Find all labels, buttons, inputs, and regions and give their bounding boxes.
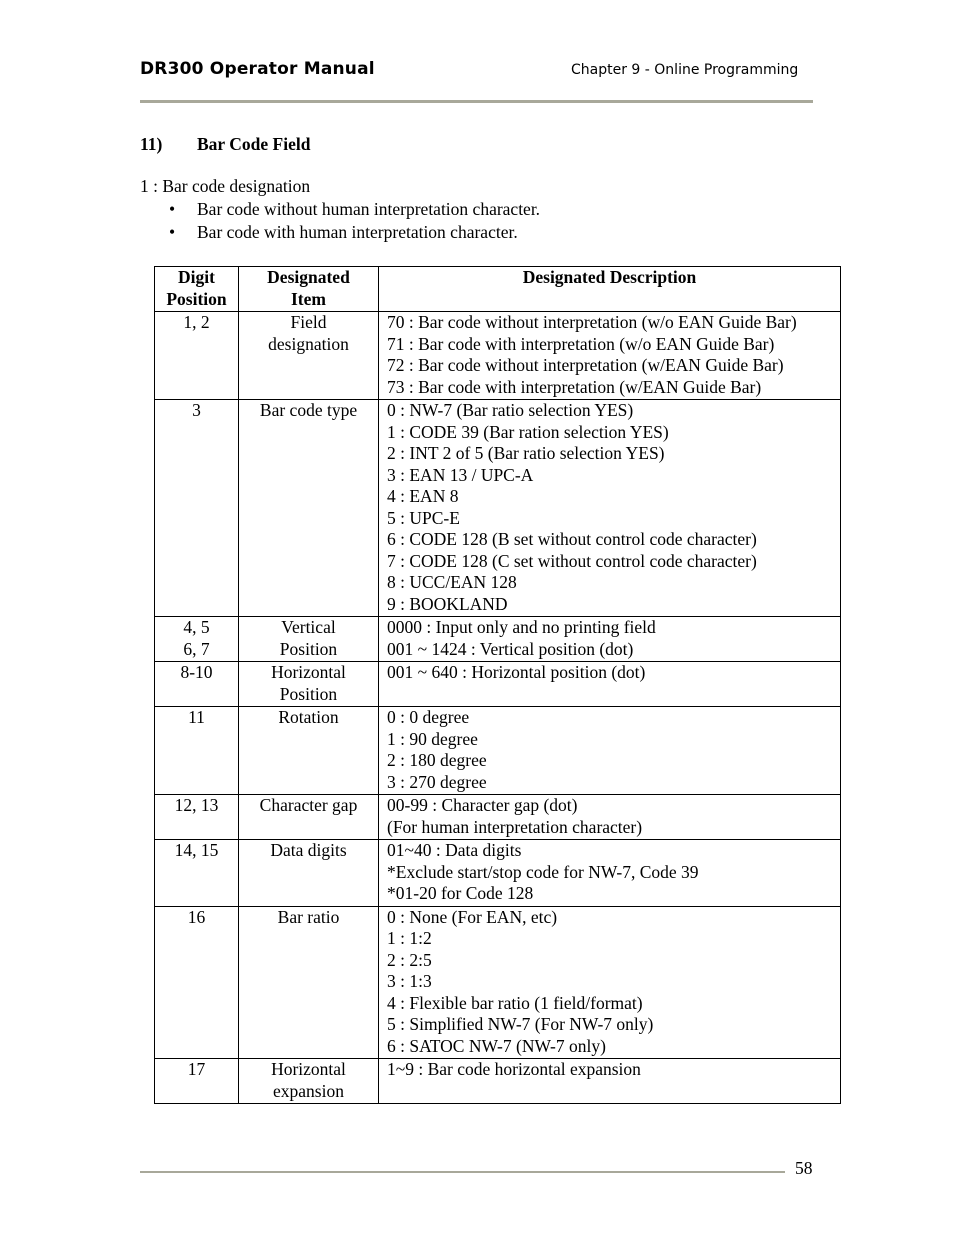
cell-digit-position (155, 707, 239, 795)
cell-designated-description (379, 707, 841, 795)
cell-line: 3 : 270 degree (387, 771, 487, 792)
cell-line: 3 : EAN 13 / UPC-A (387, 464, 534, 485)
cell-digit-position (155, 312, 239, 400)
cell-line: 2 : 2:5 (387, 949, 432, 970)
cell-line: 0 : NW-7 (Bar ratio selection YES) (387, 400, 634, 420)
section-title: Bar Code Field (197, 134, 311, 154)
cell-line: 8-10 (180, 662, 213, 682)
cell-line: 16 (187, 906, 206, 927)
cell-line: 1 : CODE 39 (Bar ration selection YES) (387, 421, 669, 442)
bullet-icon: • (169, 222, 176, 242)
cell-line: 5 : UPC-E (387, 507, 460, 528)
bullet-text: Bar code with human interpretation character. (197, 222, 518, 242)
cell-digit-position (155, 662, 239, 707)
cell-designated-item (239, 840, 379, 907)
cell-line: Position (279, 683, 338, 704)
cell-designated-item (239, 707, 379, 795)
bullet-item (166, 199, 540, 222)
manual-title: DR300 Operator Manual (140, 59, 375, 79)
cell-line: Data digits (270, 840, 347, 860)
cell-designated-description (379, 662, 841, 707)
cell-digit-position (155, 1059, 239, 1104)
table-row (155, 707, 841, 795)
table-row (155, 906, 841, 1059)
cell-designated-item (239, 662, 379, 707)
cell-line: Position (279, 638, 338, 659)
table-row (155, 312, 841, 400)
cell-line: Rotation (278, 707, 339, 727)
cell-line: 3 : 1:3 (387, 971, 432, 991)
cell-line: 8 : UCC/EAN 128 (387, 572, 517, 592)
cell-designated-description (379, 312, 841, 400)
cell-line: 4 : EAN 8 (387, 486, 459, 506)
cell-line: 1~9 : Bar code horizontal expansion (387, 1059, 641, 1079)
cell-line: 2 : 180 degree (387, 750, 487, 770)
cell-line: 001 ~ 1424 : Vertical position (dot) (387, 638, 634, 659)
cell-line: 17 (187, 1059, 206, 1079)
cell-line: 14, 15 (174, 840, 219, 860)
cell-designated-item (239, 400, 379, 617)
cell-line: 12, 13 (174, 795, 219, 815)
cell-line: 9 : BOOKLAND (387, 593, 508, 614)
cell-line: 4, 5 (183, 617, 210, 637)
cell-line: (For human interpretation character) (387, 816, 643, 837)
cell-line: 01~40 : Data digits (387, 840, 522, 860)
cell-digit-position (155, 400, 239, 617)
cell-line: 1 : 90 degree (387, 728, 478, 749)
cell-line: *01-20 for Code 128 (387, 883, 534, 903)
cell-designated-item (239, 312, 379, 400)
chapter-title: Chapter 9 - Online Programming (571, 62, 799, 78)
cell-designated-item (239, 795, 379, 840)
page-number: 58 (795, 1158, 813, 1178)
cell-line: designation (268, 333, 349, 354)
cell-line: 6 : CODE 128 (B set without control code character) (387, 529, 757, 549)
bar-code-field-table (154, 266, 841, 1104)
cell-line: 1 : 1:2 (387, 928, 432, 948)
cell-line: 1, 2 (183, 312, 210, 332)
section-number: 11) (140, 134, 163, 154)
table-row (155, 400, 841, 617)
cell-digit-position (155, 795, 239, 840)
cell-designated-item (239, 1059, 379, 1104)
cell-line: Bar code type (259, 400, 358, 420)
table-row (155, 617, 841, 662)
cell-line: Character gap (259, 795, 358, 815)
cell-designated-description (379, 795, 841, 840)
cell-line: 73 : Bar code with interpretation (w/EAN Guide Bar) (387, 376, 762, 397)
cell-digit-position (155, 906, 239, 1059)
cell-line: *Exclude start/stop code for NW-7, Code 39 (387, 861, 699, 882)
table-row (155, 795, 841, 840)
cell-line: 001 ~ 640 : Horizontal position (dot) (387, 662, 646, 682)
cell-line: 72 : Bar code without interpretation (w/EAN Guide Bar) (387, 355, 784, 375)
cell-designated-description (379, 906, 841, 1059)
header-digit-position: Digit Position (155, 267, 239, 312)
table-row (155, 1059, 841, 1104)
cell-line: 71 : Bar code with interpretation (w/o EAN Guide Bar) (387, 333, 775, 354)
cell-line: Field (290, 312, 327, 332)
designation-bullet-list (166, 199, 540, 245)
header-designated-description: Designated Description (379, 267, 841, 312)
cell-line: 4 : Flexible bar ratio (1 field/format) (387, 992, 643, 1013)
cell-line: 0000 : Input only and no printing field (387, 617, 656, 637)
bullet-text: Bar code without human interpretation character. (197, 199, 541, 219)
cell-line: 70 : Bar code without interpretation (w/o EAN Guide Bar) (387, 312, 797, 332)
cell-line: 00-99 : Character gap (dot) (387, 795, 578, 815)
cell-line: 2 : INT 2 of 5 (Bar ratio selection YES) (387, 443, 665, 463)
cell-line: 6, 7 (183, 638, 210, 659)
cell-line: 6 : SATOC NW-7 (NW-7 only) (387, 1035, 606, 1056)
cell-designated-description (379, 400, 841, 617)
cell-line: 0 : None (For EAN, etc) (387, 906, 558, 927)
cell-line: Horizontal (271, 1059, 346, 1079)
table-row (155, 662, 841, 707)
cell-line: 5 : Simplified NW-7 (For NW-7 only) (387, 1014, 654, 1034)
cell-designated-description (379, 840, 841, 907)
table-row (155, 840, 841, 907)
bullet-item (166, 222, 540, 245)
cell-line: 3 (192, 400, 201, 420)
header-designated-item: Designated Item (239, 267, 379, 312)
cell-line: Vertical (281, 617, 336, 637)
cell-designated-item (239, 906, 379, 1059)
cell-line: Horizontal (271, 662, 346, 682)
cell-designated-description (379, 1059, 841, 1104)
cell-line: Bar ratio (277, 906, 340, 927)
cell-digit-position (155, 840, 239, 907)
cell-line: 7 : CODE 128 (C set without control code character) (387, 550, 757, 571)
bullet-icon: • (169, 199, 176, 219)
cell-line: 11 (188, 707, 205, 727)
cell-digit-position (155, 617, 239, 662)
cell-line: 0 : 0 degree (387, 707, 470, 727)
cell-designated-item (239, 617, 379, 662)
table-header-row (155, 267, 841, 312)
designation-intro: 1 : Bar code designation (140, 176, 311, 196)
header-divider (140, 100, 813, 103)
cell-designated-description (379, 617, 841, 662)
footer-divider (140, 1171, 785, 1173)
cell-line: expansion (273, 1080, 344, 1101)
